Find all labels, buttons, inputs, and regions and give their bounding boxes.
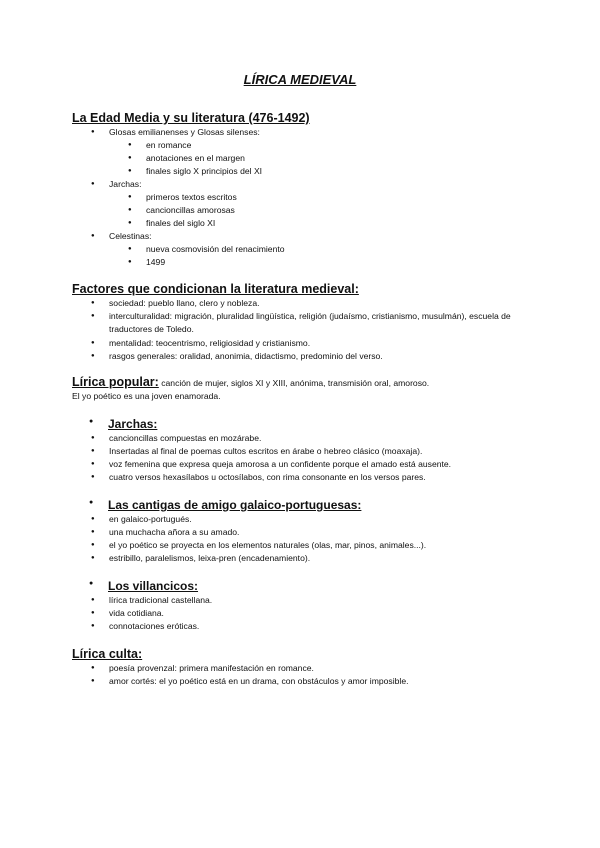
lirica-popular-description-2: El yo poético es una joven enamorada. [72, 391, 221, 402]
list-item: ● una muchacha añora a su amado. [109, 526, 528, 539]
list-item: ● interculturalidad: migración, pluralidad lingüística, religión (judaísmo, cristianismo, musulmán), escuela de traductores de Toledo. [109, 310, 528, 336]
section-lirica-popular [72, 376, 528, 633]
list-item: ● anotaciones en el margen [146, 152, 528, 165]
list-item: ● 1499 [146, 256, 528, 269]
section-lirica-culta [72, 647, 528, 688]
list-item: ● voz femenina que expresa queja amorosa a un confidente porque el amado está ausente. [109, 458, 528, 471]
subsection-heading-cantigas: ● Las cantigas de amigo galaico-portuguesas: [72, 498, 528, 512]
section-heading-lirica-popular: Lírica popular: [72, 375, 159, 390]
edad-media-list [72, 126, 528, 269]
list-item: ● mentalidad: teocentrismo, religiosidad y cristianismo. [109, 337, 528, 350]
lirica-popular-intro [72, 376, 528, 390]
list-item: ● estribillo, paralelismos, leixa-pren (encadenamiento). [109, 552, 528, 565]
lirica-culta-list [72, 662, 528, 688]
list-item: ● finales siglo X principios del XI [146, 165, 528, 178]
list-item: ● en romance [146, 139, 528, 152]
list-item: ● lírica tradicional castellana. [109, 594, 528, 607]
sublist [109, 243, 528, 269]
list-item: ● Insertadas al final de poemas cultos escritos en árabe o hebreo clásico (moaxaja). [109, 445, 528, 458]
list-item: ● cuatro versos hexasílabos u octosílabos, con rima consonante en los versos pares. [109, 471, 528, 484]
list-item: ● en galaico-portugués. [109, 513, 528, 526]
jarchas-list [72, 432, 528, 484]
list-item: ● poesía provenzal: primera manifestación en romance. [109, 662, 528, 675]
lirica-popular-description: canción de mujer, siglos XI y XIII, anónima, transmisión oral, amoroso. [158, 378, 430, 389]
section-heading-lirica-culta: Lírica culta: [72, 647, 143, 662]
list-item: ● cancioncillas amorosas [146, 204, 528, 217]
list-item: ● primeros textos escritos [146, 191, 528, 204]
cantigas-list [72, 513, 528, 565]
sublist [109, 139, 528, 178]
factores-list [72, 297, 528, 363]
list-item: ● connotaciones eróticas. [109, 620, 528, 633]
list-item: ● Celestinas: ● nueva cosmovisión del renacimiento ● 1499 [109, 230, 528, 269]
section-factores [72, 282, 528, 363]
section-heading-factores: Factores que condicionan la literatura medieval: [72, 282, 359, 296]
list-item: ● Jarchas: ● primeros textos escritos ● cancioncillas amorosas ● finales del siglo XI [109, 178, 528, 230]
list-item: ● finales del siglo XI [146, 217, 528, 230]
list-item: ● vida cotidiana. [109, 607, 528, 620]
list-item: ● cancioncillas compuestas en mozárabe. [109, 432, 528, 445]
list-item: ● rasgos generales: oralidad, anonimia, didactismo, predominio del verso. [109, 350, 528, 363]
document-title: LÍRICA MEDIEVAL [243, 72, 357, 87]
list-item: ● sociedad: pueblo llano, clero y nobleza. [109, 297, 528, 310]
sublist [109, 191, 528, 230]
list-item: ● nueva cosmovisión del renacimiento [146, 243, 528, 256]
list-item: ● amor cortés: el yo poético está en un drama, con obstáculos y amor imposible. [109, 675, 528, 688]
list-item: ● Glosas emilianenses y Glosas silenses: ● en romance ● anotaciones en el margen ● finales siglo X principios del XI [109, 126, 528, 178]
section-edad-media [72, 111, 528, 269]
list-item: ● el yo poético se proyecta en los elementos naturales (olas, mar, pinos, animales...). [109, 539, 528, 552]
section-heading-edad-media: La Edad Media y su literatura (476-1492) [72, 111, 310, 125]
subsection-heading-jarchas: ● Jarchas: [72, 417, 528, 431]
subsection-heading-villancicos: ● Los villancicos: [72, 579, 528, 593]
villancicos-list [72, 594, 528, 633]
